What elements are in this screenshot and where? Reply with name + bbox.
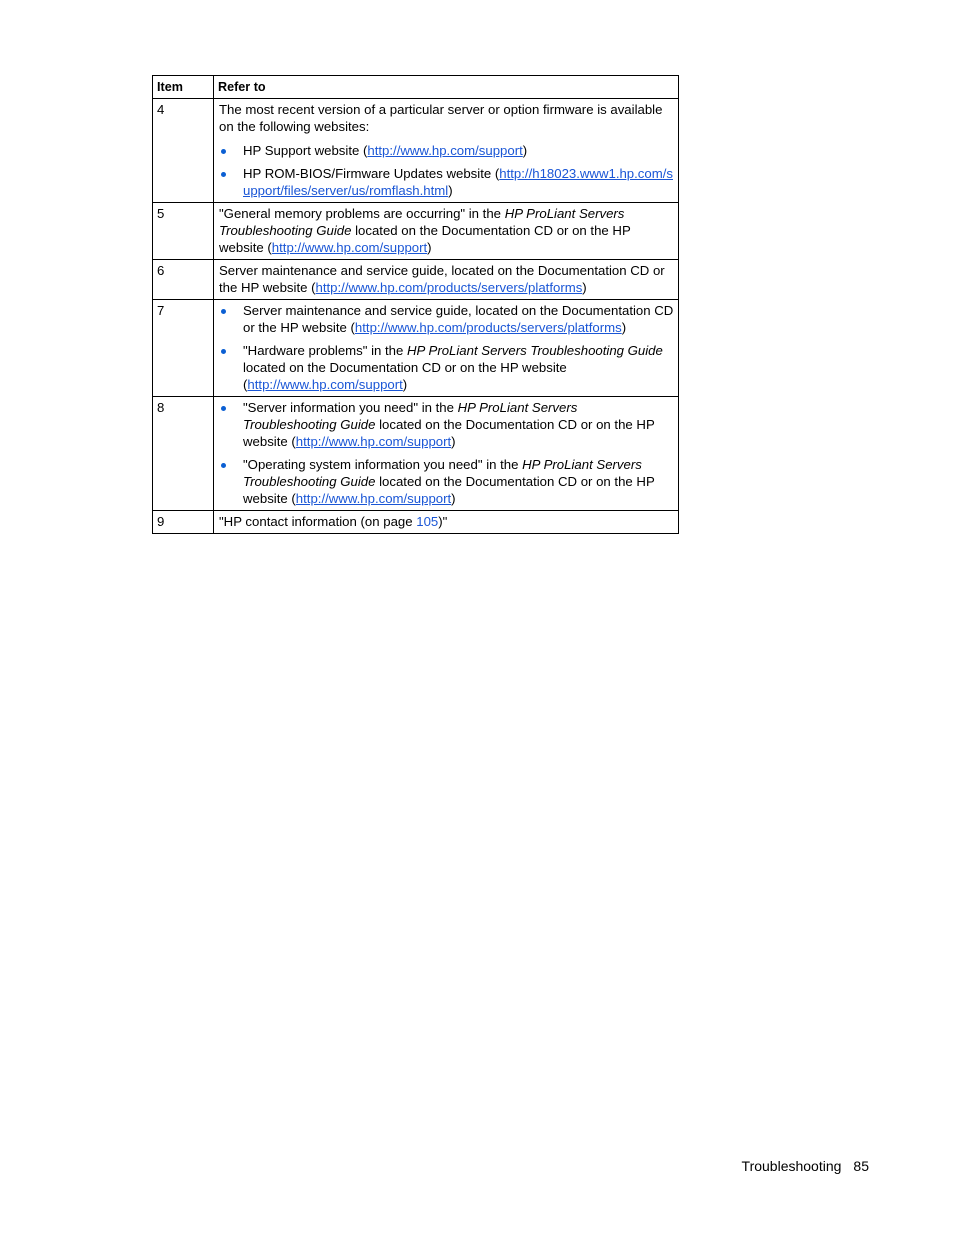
page-reference-link[interactable]: 105 [416, 514, 439, 529]
table-header-row [153, 76, 679, 99]
hp-support-link[interactable]: http://www.hp.com/support [271, 240, 428, 255]
list-item: "Server information you need" in the HP ProLiant Servers Troubleshooting Guide located on the Documentation CD or on the HP website (http://www.hp.com/support) [219, 399, 674, 450]
refer-to-cell: Server maintenance and service guide, located on the Documentation CD or the HP website (http://www.hp.com/products/servers/platforms) [214, 260, 679, 300]
firmware-intro: The most recent version of a particular server or option firmware is available on the following websites: [219, 102, 663, 134]
table-row [153, 511, 679, 534]
hp-support-link[interactable]: http://www.hp.com/support [247, 377, 403, 392]
item-number: 8 [153, 397, 214, 511]
table-row [153, 397, 679, 511]
guide-title: HP ProLiant Servers Troubleshooting Guide [243, 400, 578, 432]
item-number: 6 [153, 260, 214, 300]
item-number: 4 [153, 99, 214, 203]
refer-to-cell [214, 99, 679, 203]
table-row [153, 99, 679, 203]
hp-platforms-link[interactable]: http://www.hp.com/products/servers/platforms [354, 320, 622, 335]
table-row [153, 260, 679, 300]
refer-to-cell [214, 300, 679, 397]
bullet-list [219, 302, 674, 393]
list-item: "Operating system information you need" in the HP ProLiant Servers Troubleshooting Guide located on the Documentation CD or on the HP website (http://www.hp.com/support) [219, 456, 674, 507]
header-item: Item [153, 76, 214, 99]
bullet-list [219, 142, 674, 199]
hp-platforms-link[interactable]: http://www.hp.com/products/servers/platforms [315, 280, 583, 295]
guide-title: HP ProLiant Servers Troubleshooting Guide [407, 343, 663, 358]
list-item: HP Support website (http://www.hp.com/support) [219, 142, 674, 159]
list-item: "Hardware problems" in the HP ProLiant Servers Troubleshooting Guide located on the Documentation CD or on the HP website (http://www.hp.com/support) [219, 342, 674, 393]
refer-to-cell [214, 397, 679, 511]
footer-section-title: Troubleshooting [741, 1158, 842, 1174]
refer-to-table [152, 75, 679, 534]
table-row [153, 300, 679, 397]
item-number: 5 [153, 203, 214, 260]
item-number: 7 [153, 300, 214, 397]
page-footer [742, 1158, 869, 1174]
romflash-link[interactable]: http://h18023.www1.hp.com/support/files/server/us/romflash.html [243, 166, 673, 198]
hp-support-link[interactable]: http://www.hp.com/support [295, 434, 452, 449]
hp-support-link[interactable]: http://www.hp.com/support [367, 143, 523, 158]
hp-support-link[interactable]: http://www.hp.com/support [295, 491, 452, 506]
table-row [153, 203, 679, 260]
list-item: HP ROM-BIOS/Firmware Updates website (http://h18023.www1.hp.com/support/files/server/us/romflash.html) [219, 165, 674, 199]
refer-to-cell: "HP contact information (on page 105)" [214, 511, 679, 534]
bullet-list [219, 399, 674, 507]
guide-title: HP ProLiant Servers Troubleshooting Guide [243, 457, 642, 489]
item-number: 9 [153, 511, 214, 534]
list-item: Server maintenance and service guide, located on the Documentation CD or the HP website (http://www.hp.com/products/servers/platforms) [219, 302, 674, 336]
refer-to-cell: "General memory problems are occurring" in the HP ProLiant Servers Troubleshooting Guide located on the Documentation CD or on the HP website (http://www.hp.com/support) [214, 203, 679, 260]
page-number: 85 [853, 1158, 869, 1174]
guide-title: HP ProLiant Servers Troubleshooting Guide [219, 206, 625, 238]
header-refer-to: Refer to [214, 76, 679, 99]
